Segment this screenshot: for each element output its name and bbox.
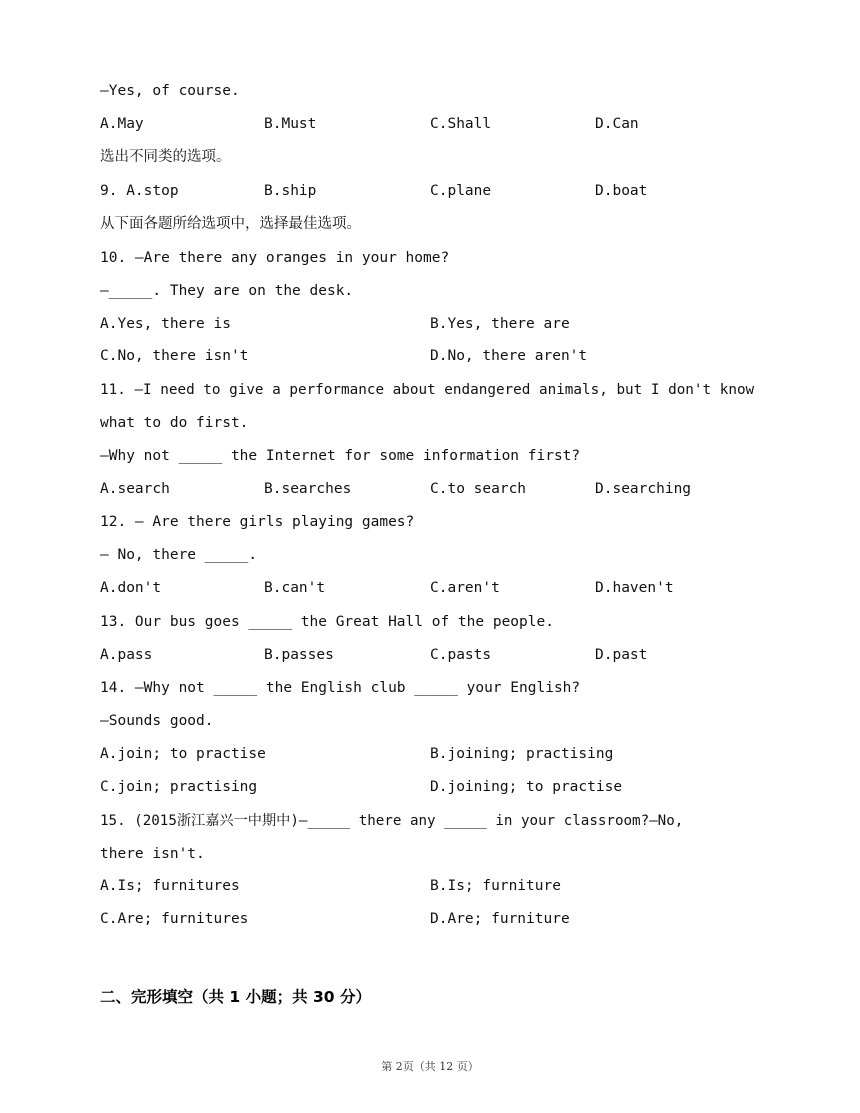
instruction-best-option: 从下面各题所给选项中，选择最佳选项。	[100, 216, 361, 232]
q11-option-b: B.searches	[264, 481, 352, 497]
q10-stem: 10. —Are there any oranges in your home?	[100, 250, 450, 266]
q11-option-c: C.to search	[430, 481, 527, 497]
q11-line2: what to do first.	[100, 415, 249, 431]
q15-option-a: A.Is; furnitures	[100, 878, 240, 894]
q12-option-a: A.don't	[100, 580, 162, 596]
q12-option-b: B.can't	[264, 580, 326, 596]
q8-option-c: C.Shall	[430, 116, 492, 132]
q13-option-a: A.pass	[100, 647, 153, 663]
q12-line2: — No, there _____.	[100, 547, 258, 563]
q13-option-b: B.passes	[264, 647, 334, 663]
q10-option-d: D.No, there aren't	[430, 348, 588, 364]
q12-option-d: D.haven't	[595, 580, 674, 596]
q14-line2: —Sounds good.	[100, 713, 214, 729]
instruction-odd-one-out: 选出不同类的选项。	[100, 149, 231, 165]
q10-option-c: C.No, there isn't	[100, 348, 249, 364]
q15-option-d: D.Are; furniture	[430, 911, 570, 927]
q11-option-d: D.searching	[595, 481, 692, 497]
q9-option-b: B.ship	[264, 183, 317, 199]
q9-option-d: D.boat	[595, 183, 648, 199]
q8-option-b: B.Must	[264, 116, 317, 132]
q15-option-c: C.Are; furnitures	[100, 911, 249, 927]
q10-option-a: A.Yes, there is	[100, 316, 231, 332]
q9-stem: 9. A.stop	[100, 183, 179, 199]
q13-option-c: C.pasts	[430, 647, 492, 663]
q14-stem: 14. —Why not _____ the English club _____ your English?	[100, 680, 581, 696]
q13-option-d: D.past	[595, 647, 648, 663]
q12-stem: 12. — Are there girls playing games?	[100, 514, 415, 530]
q11-option-a: A.search	[100, 481, 170, 497]
q10-line2: —_____. They are on the desk.	[100, 283, 354, 299]
section-title-cloze: 二、完形填空（共 1 小题；共 30 分）	[100, 988, 371, 1006]
q14-option-b: B.joining; practising	[430, 746, 614, 762]
q8-option-a: A.May	[100, 116, 144, 132]
q8-answer-line: —Yes, of course.	[100, 83, 240, 99]
q14-option-a: A.join; to practise	[100, 746, 266, 762]
q11-line3: —Why not _____ the Internet for some information first?	[100, 448, 581, 464]
q10-option-b: B.Yes, there are	[430, 316, 570, 332]
q14-option-d: D.joining; to practise	[430, 779, 623, 795]
q11-stem: 11. —I need to give a performance about endangered animals, but I don't know	[100, 382, 755, 398]
q14-option-c: C.join; practising	[100, 779, 258, 795]
q8-option-d: D.Can	[595, 116, 639, 132]
q13-stem: 13. Our bus goes _____ the Great Hall of the people.	[100, 614, 554, 630]
q15-option-b: B.Is; furniture	[430, 878, 561, 894]
q9-option-c: C.plane	[430, 183, 492, 199]
q15-stem: 15. (2015浙江嘉兴一中期中)—_____ there any _____ in your classroom?—No,	[100, 813, 684, 829]
q12-option-c: C.aren't	[430, 580, 500, 596]
q15-line2: there isn't.	[100, 846, 205, 862]
page-footer: 第 2页（共 12 页）	[381, 1060, 479, 1073]
